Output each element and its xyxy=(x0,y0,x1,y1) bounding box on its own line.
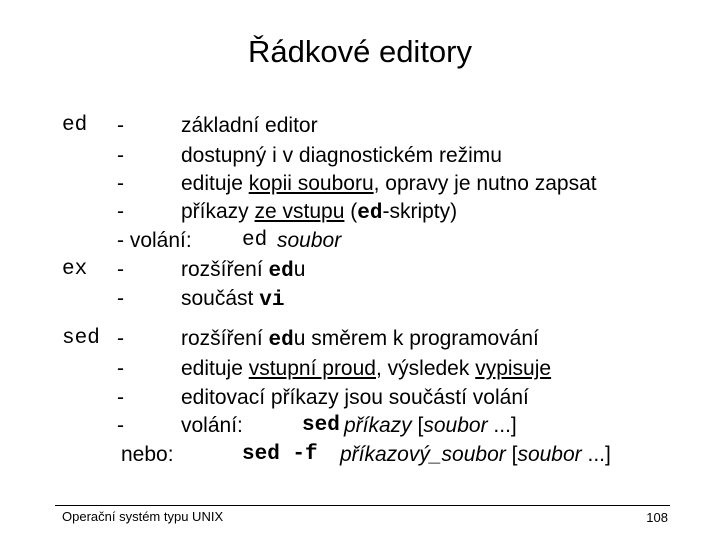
footer-divider xyxy=(55,505,670,506)
slide-title: Řádkové editory xyxy=(247,34,472,69)
text: , opravy je nutno zapsat xyxy=(373,172,597,195)
bullet-dash: - xyxy=(117,327,124,350)
text: rozšíření xyxy=(181,327,269,350)
code-text: sed -f xyxy=(242,443,318,466)
text: součást xyxy=(181,287,260,310)
text: příkazy xyxy=(181,200,255,223)
underlined-text: ze vstupu xyxy=(254,200,345,223)
ed-diagnostic: dostupný i v diagnostickém režimu xyxy=(181,144,502,167)
sed-edit-commands: editovací příkazy jsou součástí volání xyxy=(181,386,529,409)
sed-command: sed xyxy=(62,327,100,350)
text: -skripty) xyxy=(382,200,458,223)
text: ( xyxy=(344,200,358,223)
text: ...] xyxy=(487,414,517,437)
usage-argument: soubor xyxy=(277,229,342,252)
ex-description xyxy=(181,256,305,286)
code-text: sed xyxy=(302,414,340,437)
bullet-dash: - xyxy=(117,414,124,437)
sed-edits-stream xyxy=(181,355,551,383)
usage-label: - volání: xyxy=(117,229,192,252)
text: u směrem k programování xyxy=(293,327,539,350)
ed-command: ed xyxy=(62,114,88,137)
sed-description xyxy=(181,325,539,355)
usage-argument: soubor xyxy=(517,443,582,466)
bullet-dash: - xyxy=(117,357,124,380)
text: edituje xyxy=(181,172,249,195)
ex-command: ex xyxy=(62,258,88,281)
page-number: 108 xyxy=(646,510,668,525)
usage-args xyxy=(340,441,611,469)
usage-argument: příkazy xyxy=(344,414,412,437)
bullet-dash: - xyxy=(117,172,124,195)
code-text: ed xyxy=(357,202,383,225)
text: u xyxy=(293,258,306,281)
bullet-dash: - xyxy=(117,258,124,281)
ex-part-of-vi xyxy=(181,285,284,315)
code-text: vi xyxy=(259,289,285,312)
usage-argument: soubor xyxy=(423,414,488,437)
code-text: ed xyxy=(242,229,268,252)
footer-title: Operační systém typu UNIX xyxy=(62,509,224,524)
bullet-dash: - xyxy=(117,114,124,137)
ed-description: základní editor xyxy=(181,114,318,137)
text: edituje xyxy=(181,357,249,380)
ed-commands-input xyxy=(181,198,457,228)
bullet-dash: - xyxy=(117,287,124,310)
bullet-dash: - xyxy=(117,200,124,223)
text: , výsledek xyxy=(375,357,476,380)
usage-argument: příkazový_soubor xyxy=(340,443,506,466)
text: ...] xyxy=(581,443,611,466)
text: rozšíření xyxy=(181,258,269,281)
ed-edits-copy xyxy=(181,170,597,198)
usage-label: volání: xyxy=(181,414,243,437)
usage-label: nebo: xyxy=(121,443,174,466)
code-text: ed xyxy=(268,329,294,352)
bullet-dash: - xyxy=(117,386,124,409)
usage-args xyxy=(344,412,517,440)
text: [ xyxy=(411,414,424,437)
underlined-text: vstupní proud xyxy=(248,357,376,380)
underlined-text: kopii souboru xyxy=(248,172,374,195)
text: [ xyxy=(505,443,518,466)
underlined-text: vypisuje xyxy=(475,357,552,380)
bullet-dash: - xyxy=(117,144,124,167)
code-text: ed xyxy=(268,260,294,283)
